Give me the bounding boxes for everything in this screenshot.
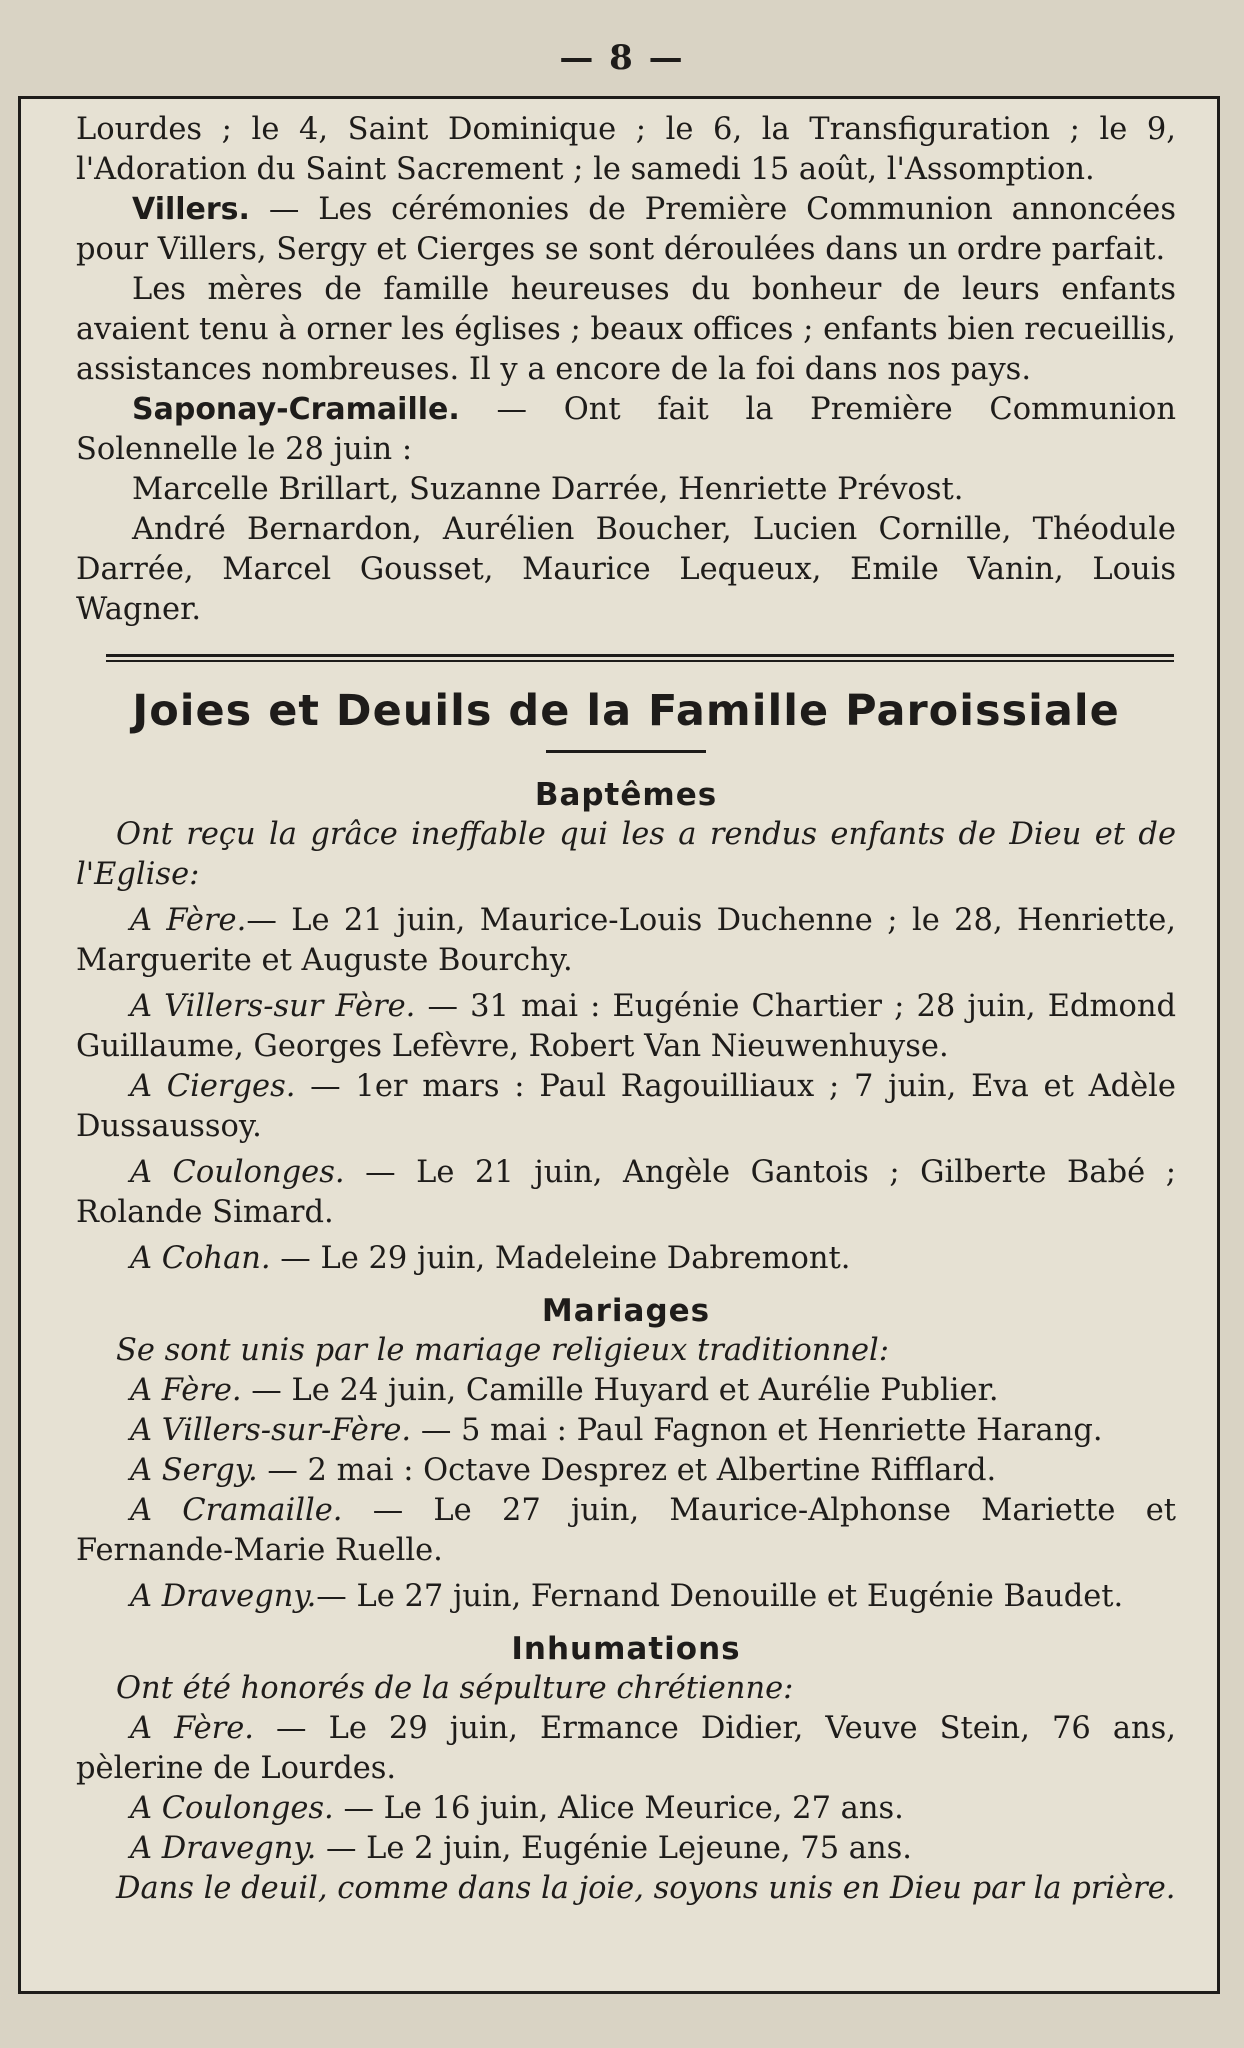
bapteme-entry: A Cierges. — 1er mars : Paul Ragouilliaux ; 7 juin, Eva et Adèle Dussaussoy. xyxy=(76,1069,1176,1144)
bapteme-entry: A Villers-sur Fère. — 31 mai : Eugénie Chartier ; 28 juin, Edmond Guillaume, Georges Lefèvre, Robert Van Nieuwenhuyse. xyxy=(76,989,1176,1064)
villers-text: — Les cérémonies de Première Communion annoncées pour Villers, Sergy et Cierges se sont déroulées dans un ordre parfait. xyxy=(76,192,1176,267)
villers-label: Villers. xyxy=(132,192,250,227)
closing-line: Dans le deuil, comme dans la joie, soyons unis en Dieu par la prière. xyxy=(116,1871,1176,1906)
bapteme-entry: A Cohan. — Le 29 juin, Madeleine Dabremont. xyxy=(130,1241,851,1276)
saponay-paragraph xyxy=(76,390,1176,470)
section-divider xyxy=(106,654,1174,662)
title-underline xyxy=(546,750,706,753)
inhumation-entry: A Dravegny. — Le 2 juin, Eugénie Lejeune, 75 ans. xyxy=(130,1831,912,1866)
baptemes-lead: Ont reçu la grâce ineffable qui les a rendus enfants de Dieu et de l'Eglise: xyxy=(76,817,1176,892)
mariage-entry: A Dravegny.— Le 27 juin, Fernand Denouille et Eugénie Baudet. xyxy=(130,1579,1124,1614)
mariage-entry: A Fère. — Le 24 juin, Camille Huyard et Aurélie Publier. xyxy=(130,1373,999,1408)
bapteme-entry: A Fère.— Le 21 juin, Maurice-Louis Duchenne ; le 28, Henriette, Marguerite et Auguste Bourchy. xyxy=(76,903,1176,978)
page-number: — 8 — xyxy=(559,38,685,78)
page-content xyxy=(76,110,1176,1909)
inhumation-entry: A Fère. — Le 29 juin, Ermance Didier, Veuve Stein, 76 ans, pèlerine de Lourdes. xyxy=(76,1711,1176,1786)
inhumations-heading: Inhumations xyxy=(511,1631,741,1667)
communion-girls: Marcelle Brillart, Suzanne Darrée, Henriette Prévost. xyxy=(132,472,964,507)
inhumation-entry: A Coulonges. — Le 16 juin, Alice Meurice, 27 ans. xyxy=(130,1791,904,1826)
inhumations-lead: Ont été honorés de la sépulture chrétienne: xyxy=(116,1671,794,1706)
villers-paragraph xyxy=(76,190,1176,270)
mariage-entry: A Sergy. — 2 mai : Octave Desprez et Albertine Rifflard. xyxy=(130,1453,997,1488)
mariages-heading: Mariages xyxy=(541,1293,711,1329)
baptemes-heading: Baptêmes xyxy=(534,777,718,813)
bapteme-entry: A Coulonges. — Le 21 juin, Angèle Gantois ; Gilberte Babé ; Rolande Simard. xyxy=(76,1155,1176,1230)
saponay-text: — Ont fait la Première Communion Solennelle le 28 juin : xyxy=(76,392,1176,467)
mariage-entry: A Villers-sur-Fère. — 5 mai : Paul Fagnon et Henriette Harang. xyxy=(130,1413,1103,1448)
meres-paragraph: Les mères de famille heureuses du bonheur de leurs enfants avaient tenu à orner les églises ; beaux offices ; enfants bien recueillis, assistances nombreuses. Il y a encore de la foi dans nos pays. xyxy=(76,272,1176,387)
mariages-lead: Se sont unis par le mariage religieux traditionnel: xyxy=(116,1333,890,1368)
mariage-entry: A Cramaille. — Le 27 juin, Maurice-Alphonse Mariette et Fernande-Marie Ruelle. xyxy=(76,1493,1176,1568)
lourdes-paragraph: Lourdes ; le 4, Saint Dominique ; le 6, la Transfiguration ; le 9, l'Adoration du Saint Sacrement ; le samedi 15 août, l'Assomption. xyxy=(76,112,1176,187)
communion-boys: André Bernardon, Aurélien Boucher, Lucien Cornille, Théodule Darrée, Marcel Gousset, Maurice Lequeux, Emile Vanin, Louis Wagner. xyxy=(76,512,1176,627)
saponay-label: Saponay-Cramaille. xyxy=(132,392,460,427)
family-section-title: Joies et Deuils de la Famille Paroissiale xyxy=(132,686,1120,736)
